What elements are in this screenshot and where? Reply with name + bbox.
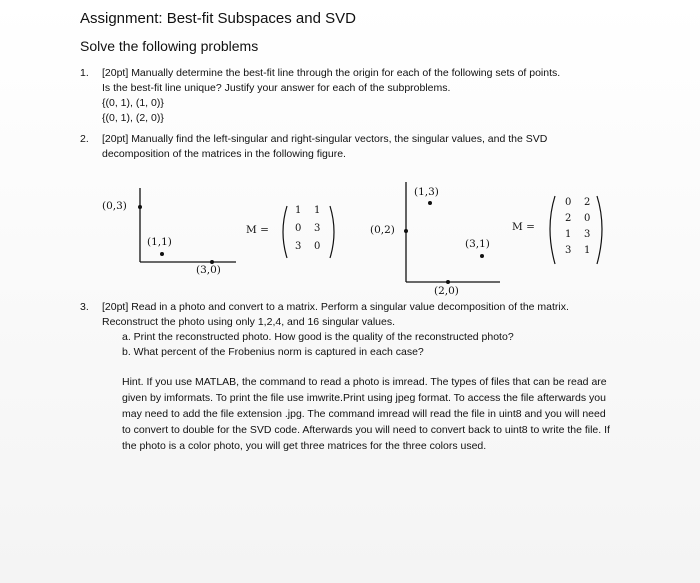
matrix-left-bracket (283, 206, 287, 258)
point-marker (428, 201, 432, 205)
point-label: (0,3) (102, 200, 127, 212)
hint-paragraph: Hint. If you use MATLAB, the command to read a photo is imread. The types of files that can be read are given by imformats. To print the file use imwrite.Print using jpeg format. To access the file afterwards you may need to add the file extension .jpg. The command imread will read the file in uint8 and you will need to convert to double for the SVD code. Afterwards you will need to convert back to uint8 to write the file. If the photo is a color photo, you will get three matrices for the three colors used. (122, 376, 610, 452)
matrix-entry: 0 (584, 213, 591, 224)
question-text: Reconstruct the photo using only 1,2,4, and 16 singular values. (102, 316, 396, 328)
matrix-label: M = (246, 224, 269, 236)
matrix-entry: 1 (565, 229, 572, 240)
question-3 (80, 300, 640, 360)
matrix-entry: 1 (584, 245, 591, 256)
matrix-right-bracket (330, 206, 334, 258)
point-marker (138, 205, 142, 209)
point-label: (0,2) (370, 224, 395, 236)
matrix-entry: 3 (295, 241, 302, 252)
question-text: Is the best-fit line unique? Justify your answer for each of the subproblems. (102, 82, 451, 94)
matrix-entry: 3 (314, 223, 321, 234)
point-marker (404, 229, 408, 233)
matrix-entry: 0 (565, 197, 572, 208)
question-number: 1. (80, 67, 89, 79)
matrix-entry: 0 (314, 241, 321, 252)
subquestion-a: a. Print the reconstructed photo. How good is the quality of the reconstructed photo? (122, 331, 514, 343)
matrix-entry: 2 (584, 197, 591, 208)
matrix-entry: 1 (314, 205, 321, 216)
matrix-entry: 2 (565, 213, 572, 224)
point-marker (446, 280, 450, 284)
question-text: [20pt] Read in a photo and convert to a matrix. Perform a singular value decomposition of the matrix. (102, 301, 569, 313)
question-number: 2. (80, 133, 89, 145)
subquestion-b: b. What percent of the Frobenius norm is captured in each case? (122, 346, 424, 358)
point-set: {(0, 1), (2, 0)} (102, 112, 164, 124)
point-label: (3,0) (196, 264, 221, 276)
point-set: {(0, 1), (1, 0)} (102, 97, 164, 109)
page-subtitle: Solve the following problems (80, 38, 259, 54)
point-label: (2,0) (434, 285, 459, 297)
question-text: [20pt] Manually find the left-singular and right-singular vectors, the singular values, and the SVD (102, 133, 548, 145)
matrix-entry: 1 (295, 205, 302, 216)
matrix-entry: 0 (295, 223, 302, 234)
question-text: [20pt] Manually determine the best-fit line through the origin for each of the following sets of points. (102, 67, 561, 79)
page-title: Assignment: Best-fit Subspaces and SVD (80, 10, 356, 27)
matrix-entry: 3 (565, 245, 572, 256)
point-label: (1,3) (414, 186, 439, 198)
matrix-left-bracket (550, 196, 555, 264)
question-number: 3. (80, 301, 89, 313)
matrix-entry: 3 (584, 229, 591, 240)
point-label: (1,1) (147, 236, 172, 248)
matrix-label: M = (512, 221, 535, 233)
point-label: (3,1) (465, 238, 490, 250)
point-marker (480, 254, 484, 258)
matrix-right-bracket (597, 196, 602, 264)
point-marker (160, 252, 164, 256)
question-text: decomposition of the matrices in the following figure. (102, 148, 346, 160)
